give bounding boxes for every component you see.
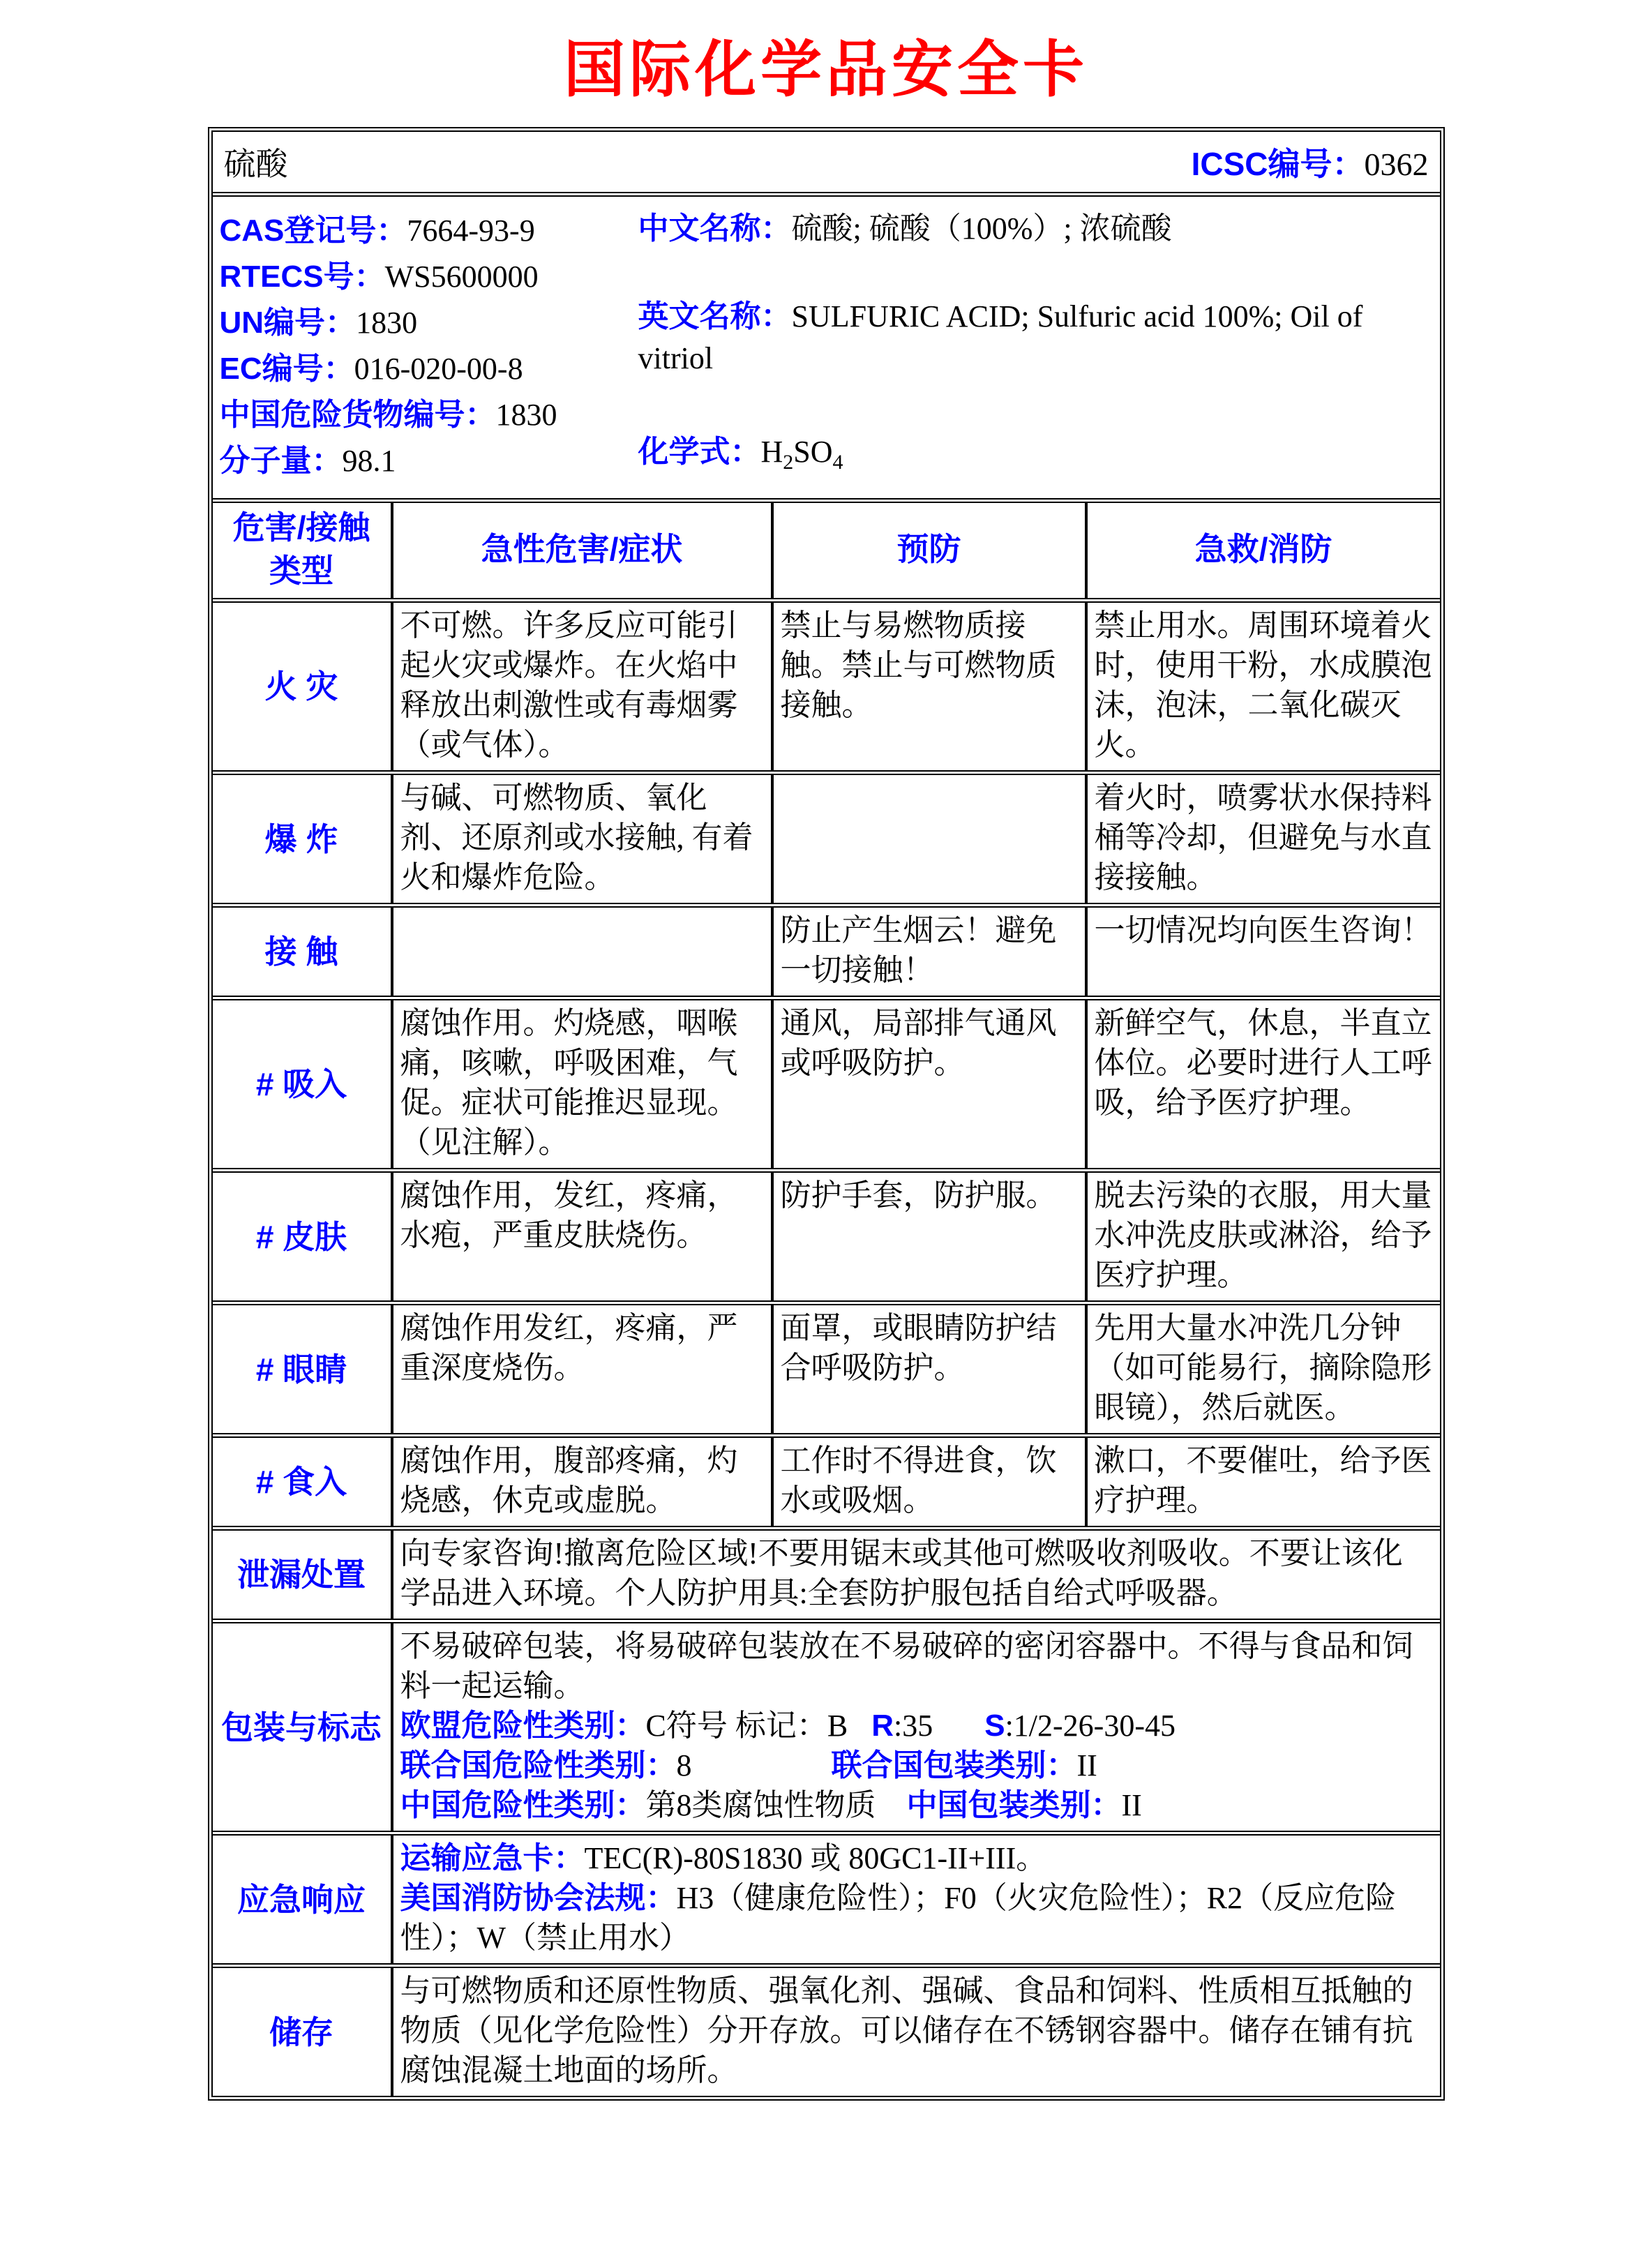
cas-number: CAS登记号：7664-93-9 [219,213,535,248]
chemical-name: 硫酸 [223,147,288,182]
spill-disposal-text: 向专家咨询!撤离危险区域!不要用锯末或其他可燃吸收剂吸收。不要让该化学品进入环境。个人防护用具:全套防护服包括自给式呼吸器。 [391,1531,1440,1619]
symptoms-cell: 不可燃。许多反应可能引起火灾或爆炸。在火焰中释放出刺激性或有毒烟雾（或气体）。 [391,603,771,770]
row-label: # 食入 [255,1464,347,1500]
rtecs-number: RTECS号：WS5600000 [219,260,539,294]
packaging-text: 不易破碎包装，将易破碎包装放在不易破碎的密闭容器中。不得与食品和饲料一起运输。 [400,1629,1413,1703]
english-name: 英文名称：SULFURIC ACID; Sulfuric acid 100%; Oil of vitriol [638,299,1363,375]
row-label: # 皮肤 [255,1218,347,1255]
un-class-line: 联合国危险性类别：8 联合国包装类别：II [400,1748,1097,1783]
firstaid-cell: 新鲜空气，休息，半直立体位。必要时进行人工呼吸，给予医疗护理。 [1085,1000,1440,1168]
prevention-cell: 面罩，或眼睛防护结合呼吸防护。 [771,1305,1085,1433]
symptoms-cell [391,908,771,996]
nfpa-code-line: 美国消防协会法规：H3（健康危险性）；F0（火灾危险性）；R2（反应危险性）；W（禁止用水） [400,1881,1397,1955]
firstaid-cell: 一切情况均向医生咨询！ [1085,908,1440,996]
chinese-name: 中文名称：硫酸; 硫酸（100%）; 浓硫酸 [638,211,1172,246]
eu-hazard-class-line: 欧盟危险性类别：C符号 标记：B R:35 S:1/2-26-30-45 [400,1709,1176,1743]
hazard-row-fire [213,598,1440,770]
symptoms-cell: 腐蚀作用。灼烧感，咽喉痛，咳嗽，呼吸困难，气促。症状可能推迟显现。（见注解）。 [391,1000,771,1168]
row-label: 应急响应 [237,1881,366,1918]
row-label: 火 灾 [264,668,338,705]
identification-section [213,192,1440,498]
china-class-line: 中国危险性类别：第8类腐蚀性物质 中国包装类别：II [400,1788,1142,1822]
emergency-response-content [391,1836,1440,1963]
transport-emergency-card-line: 运输应急卡：TEC(R)-80S1830 或 80GC1-II+III。 [400,1841,1047,1875]
prevention-cell: 工作时不得进食，饮水或吸烟。 [771,1438,1085,1526]
symptoms-cell: 与碱、可燃物质、氧化剂、还原剂或水接触, 有着火和爆炸危险。 [391,775,771,903]
icsc-number [1192,139,1429,185]
hazard-row-skin [213,1168,1440,1300]
hazard-row-explosion [213,770,1440,903]
chemical-formula: 化学式：$H_2SO_4$ [638,435,843,474]
hazard-row-inhalation [213,996,1440,1168]
emergency-response-row [213,1831,1440,1963]
hazard-row-ingestion [213,1433,1440,1526]
packaging-labelling-content [391,1623,1440,1831]
packaging-labelling-row [213,1619,1440,1831]
row-label: 包装与标志 [221,1709,382,1746]
header-symptoms: 急性危害/症状 [391,503,771,598]
row-label: # 眼睛 [255,1351,347,1388]
firstaid-cell: 漱口，不要催吐，给予医疗护理。 [1085,1438,1440,1526]
header-firstaid: 急救/消防 [1085,503,1440,598]
prevention-cell: 通风，局部排气通风或呼吸防护。 [771,1000,1085,1168]
firstaid-cell: 禁止用水。周围环境着火时，使用干粉，水成膜泡沫，泡沫，二氧化碳灭火。 [1085,603,1440,770]
chemical-names [638,208,1429,484]
hazard-row-contact [213,903,1440,996]
card-header-row [213,132,1440,192]
row-label: # 吸入 [255,1066,347,1102]
storage-row [213,1963,1440,2096]
prevention-cell: 防止产生烟云！避免一切接触！ [771,908,1085,996]
prevention-cell [771,775,1085,903]
symptoms-cell: 腐蚀作用，发红，疼痛，水疱，严重皮肤烧伤。 [391,1173,771,1300]
page-title: 国际化学品安全卡 [563,35,1088,104]
icsc-safety-card-page [0,21,1652,2259]
prevention-cell: 禁止与易燃物质接触。禁止与可燃物质接触。 [771,603,1085,770]
molecular-weight: 分子量：98.1 [219,444,396,478]
icsc-number-label: ICSC编号： [1191,146,1365,182]
header-prevention: 预防 [771,503,1085,598]
un-number: UN编号：1830 [219,306,418,340]
firstaid-cell: 脱去污染的衣服，用大量水冲洗皮肤或淋浴，给予医疗护理。 [1085,1173,1440,1300]
row-label: 接 触 [264,933,338,970]
spill-disposal-row [213,1526,1440,1619]
registry-numbers [220,208,638,484]
prevention-cell: 防护手套，防护服。 [771,1173,1085,1300]
safety-card-table [208,127,1445,2101]
firstaid-cell: 着火时，喷雾状水保持料桶等冷却，但避免与水直接接触。 [1085,775,1440,903]
row-label: 泄漏处置 [237,1556,366,1593]
row-label: 储存 [269,2013,333,2050]
hazard-row-eyes [213,1300,1440,1433]
header-hazard-type: 危害/接触类型 [232,509,370,589]
china-dangerous-goods-number: 中国危险货物编号：1830 [219,398,557,432]
row-label: 爆 炸 [264,820,338,857]
storage-text: 与可燃物质和还原性物质、强氧化剂、强碱、食品和饲料、性质相互抵触的物质（见化学危险性）分开存放。可以储存在不锈钢容器中。储存在铺有抗腐蚀混凝土地面的场所。 [391,1968,1440,2096]
firstaid-cell: 先用大量水冲洗几分钟（如可能易行，摘除隐形眼镜），然后就医。 [1085,1305,1440,1433]
ec-number: EC编号：016-020-00-8 [219,352,523,386]
icsc-number-value: 0362 [1364,147,1429,182]
symptoms-cell: 腐蚀作用，腹部疼痛，灼烧感，休克或虚脱。 [391,1438,771,1526]
symptoms-cell: 腐蚀作用发红，疼痛，严重深度烧伤。 [391,1305,771,1433]
hazard-table-header [213,498,1440,598]
